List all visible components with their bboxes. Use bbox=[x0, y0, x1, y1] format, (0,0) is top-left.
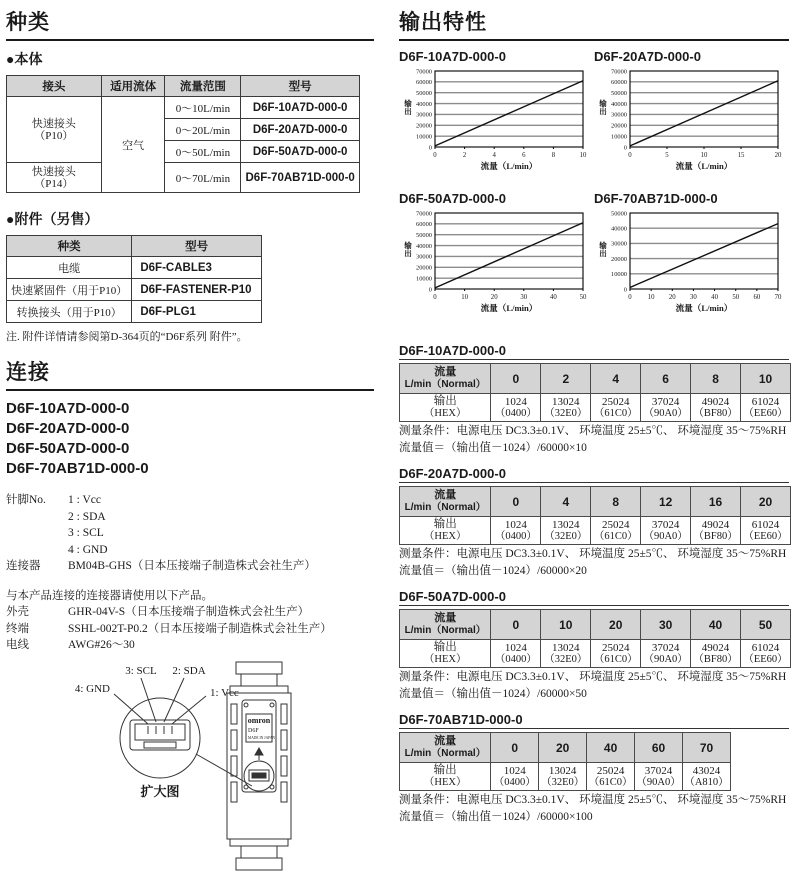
output-table-title: D6F-20A7D-000-0 bbox=[399, 466, 789, 483]
svg-text:20000: 20000 bbox=[611, 122, 627, 130]
col-header-joint: 接头 bbox=[7, 76, 102, 97]
output-value-cell: 49024 （BF80） bbox=[691, 640, 741, 668]
output-table-title: D6F-70AB71D-000-0 bbox=[399, 712, 789, 729]
output-value-cell: 37024 （90A0） bbox=[641, 517, 691, 545]
pin2-label: 2: SDA bbox=[172, 664, 206, 677]
pin-label: 针脚No. bbox=[6, 494, 46, 506]
output-value-cell: 43024 （A810） bbox=[683, 763, 731, 791]
table-row bbox=[7, 257, 262, 279]
y-axis-label: 输出 bbox=[599, 99, 607, 116]
svg-text:40000: 40000 bbox=[416, 100, 432, 108]
pin-value: 4 : GND bbox=[68, 543, 108, 556]
output-header-cell: 输出 （HEX） bbox=[400, 763, 491, 791]
wire-value: AWG#26～30 bbox=[68, 639, 135, 651]
svg-text:10: 10 bbox=[700, 152, 708, 159]
svg-text:50000: 50000 bbox=[611, 210, 627, 218]
svg-text:20: 20 bbox=[668, 294, 676, 301]
svg-text:0: 0 bbox=[428, 286, 432, 294]
accessories-section-title: ●附件（另售） bbox=[6, 211, 99, 227]
chart-block bbox=[594, 191, 789, 327]
svg-text:60: 60 bbox=[753, 294, 761, 301]
x-axis-label: 流量（L/min） bbox=[675, 303, 733, 313]
accessory-model: D6F-PLG1 bbox=[132, 301, 262, 323]
flow-value-cell: 4 bbox=[591, 364, 641, 394]
flow-value-cell: 0 bbox=[491, 733, 539, 763]
output-value-cell: 25024 （61C0） bbox=[591, 517, 641, 545]
model-cell: D6F-50A7D-000-0 bbox=[241, 141, 360, 163]
range-cell: 0～50L/min bbox=[165, 141, 241, 163]
flow-formula: 流量值＝（输出值－1024）/60000×10 bbox=[399, 442, 587, 454]
chart-block bbox=[399, 49, 594, 185]
output-table-section bbox=[399, 712, 789, 825]
flow-value-cell: 50 bbox=[741, 610, 791, 640]
svg-text:2: 2 bbox=[462, 152, 467, 159]
flow-value-cell: 20 bbox=[591, 610, 641, 640]
y-axis-label: 输出 bbox=[404, 241, 412, 258]
svg-text:10: 10 bbox=[461, 294, 468, 301]
svg-text:20000: 20000 bbox=[611, 255, 627, 263]
pin3-label: 3: SCL bbox=[125, 664, 157, 677]
x-axis-label: 流量（L/min） bbox=[480, 161, 538, 171]
range-cell: 0～70L/min bbox=[165, 163, 241, 193]
svg-text:0: 0 bbox=[428, 144, 432, 152]
wire-label: 电线 bbox=[6, 639, 29, 651]
flow-value-cell: 0 bbox=[491, 487, 541, 517]
output-value-cell: 37024 （90A0） bbox=[641, 394, 691, 422]
svg-text:5: 5 bbox=[665, 152, 669, 159]
chart-title: D6F-70AB71D-000-0 bbox=[594, 191, 718, 206]
flow-value-cell: 0 bbox=[491, 610, 541, 640]
output-table bbox=[399, 486, 791, 545]
flow-value-cell: 40 bbox=[587, 733, 635, 763]
output-header-cell: 输出 （HEX） bbox=[400, 394, 491, 422]
pin4-label: 4: GND bbox=[74, 682, 110, 695]
svg-text:15: 15 bbox=[737, 152, 745, 159]
fluid-cell: 空气 bbox=[101, 97, 165, 193]
output-value-cell: 13024 （32E0） bbox=[541, 517, 591, 545]
flow-formula: 流量值＝（输出值－1024）/60000×20 bbox=[399, 565, 587, 577]
accessories-table bbox=[6, 235, 262, 323]
flow-value-cell: 70 bbox=[683, 733, 731, 763]
flow-value-cell: 4 bbox=[541, 487, 591, 517]
flow-header-cell: 流量 L/min（Normal） bbox=[400, 487, 491, 517]
output-table bbox=[399, 732, 731, 791]
output-value-cell: 13024 （32E0） bbox=[539, 763, 587, 791]
connection-model-list bbox=[6, 399, 374, 479]
chart-title: D6F-20A7D-000-0 bbox=[594, 49, 701, 64]
flow-value-cell: 16 bbox=[691, 487, 741, 517]
accessory-kind: 转换接头（用于P10） bbox=[7, 301, 132, 323]
svg-text:50: 50 bbox=[732, 294, 740, 301]
table-row bbox=[400, 763, 731, 791]
brand-logo: omron bbox=[247, 715, 271, 725]
wire-row bbox=[6, 637, 374, 654]
output-value-cell: 61024 （EE60） bbox=[741, 394, 791, 422]
flow-value-cell: 30 bbox=[641, 610, 691, 640]
body-section-title: ●本体 bbox=[6, 51, 43, 67]
output-tables bbox=[399, 343, 789, 825]
joint-p10-cell: 快速接头 （P10） bbox=[7, 97, 102, 163]
right-column bbox=[399, 6, 789, 829]
chart-block bbox=[399, 191, 594, 327]
table-row bbox=[400, 610, 791, 640]
measurement-conditions: 测量条件：电源电压 DC3.3±0.1V、 环境温度 25±5℃、 环境湿度 35～75%RH bbox=[399, 794, 787, 806]
pin-value: 1 : Vcc bbox=[68, 494, 102, 506]
connector-value: BM04B-GHS（日本压接端子制造株式会社生产） bbox=[68, 560, 316, 572]
flow-value-cell: 6 bbox=[641, 364, 691, 394]
model-name: D6F-70AB71D-000-0 bbox=[6, 460, 149, 477]
table-row bbox=[400, 394, 791, 422]
output-value-cell: 37024 （90A0） bbox=[641, 640, 691, 668]
col-header-fluid: 适用流体 bbox=[101, 76, 165, 97]
output-charts bbox=[399, 49, 789, 333]
svg-text:40: 40 bbox=[711, 294, 718, 301]
y-axis-label: 输出 bbox=[599, 241, 607, 258]
output-table bbox=[399, 609, 791, 668]
svg-text:30000: 30000 bbox=[611, 111, 627, 119]
output-value-cell: 25024 （61C0） bbox=[591, 640, 641, 668]
col-header-model: 型号 bbox=[241, 76, 360, 97]
made-in-label: MADE IN JAPAN bbox=[248, 735, 276, 740]
measurement-conditions: 测量条件：电源电压 DC3.3±0.1V、 环境温度 25±5℃、 环境湿度 35～75%RH bbox=[399, 671, 787, 683]
model-name: D6F-20A7D-000-0 bbox=[6, 420, 130, 437]
connection-heading: 连接 bbox=[6, 356, 374, 391]
col-header-range: 流量范围 bbox=[165, 76, 241, 97]
flow-header-cell: 流量 L/min（Normal） bbox=[400, 364, 491, 394]
pin1-label: 1: Vcc bbox=[210, 686, 239, 699]
flow-formula: 流量值＝（输出值－1024）/60000×100 bbox=[399, 811, 593, 823]
flow-value-cell: 20 bbox=[539, 733, 587, 763]
svg-text:0: 0 bbox=[433, 152, 437, 159]
svg-text:0: 0 bbox=[623, 144, 627, 152]
output-table-title: D6F-50A7D-000-0 bbox=[399, 589, 789, 606]
flow-value-cell: 20 bbox=[741, 487, 791, 517]
table-row bbox=[400, 640, 791, 668]
usage-note: 与本产品连接的连接器请使用以下产品。 bbox=[6, 589, 213, 602]
terminal-row bbox=[6, 621, 374, 638]
model-name: D6F-50A7D-000-0 bbox=[6, 440, 130, 457]
svg-text:20: 20 bbox=[774, 152, 782, 159]
output-table-section bbox=[399, 466, 789, 579]
output-value-cell: 25024 （61C0） bbox=[591, 394, 641, 422]
flow-value-cell: 10 bbox=[741, 364, 791, 394]
table-row bbox=[7, 301, 262, 323]
output-table-section bbox=[399, 589, 789, 702]
svg-text:0: 0 bbox=[628, 294, 632, 301]
range-cell: 0～10L/min bbox=[165, 97, 241, 119]
output-value-cell: 1024 （0400） bbox=[491, 517, 541, 545]
x-axis-label: 流量（L/min） bbox=[480, 303, 538, 313]
left-column bbox=[6, 6, 374, 877]
svg-text:50: 50 bbox=[579, 294, 587, 301]
output-value-cell: 61024 （EE60） bbox=[741, 640, 791, 668]
flow-value-cell: 12 bbox=[641, 487, 691, 517]
output-heading: 输出特性 bbox=[399, 6, 789, 41]
svg-text:30000: 30000 bbox=[416, 111, 432, 119]
table-row bbox=[7, 279, 262, 301]
table-row bbox=[7, 236, 262, 257]
terminal-label: 终端 bbox=[6, 622, 29, 635]
output-value-cell: 13024 （32E0） bbox=[541, 394, 591, 422]
svg-text:50000: 50000 bbox=[416, 232, 432, 240]
svg-text:10000: 10000 bbox=[611, 271, 627, 279]
connector-row bbox=[6, 558, 374, 575]
accessory-model: D6F-CABLE3 bbox=[132, 257, 262, 279]
svg-text:50000: 50000 bbox=[611, 90, 627, 98]
svg-text:0: 0 bbox=[628, 152, 632, 159]
output-header-cell: 输出 （HEX） bbox=[400, 517, 491, 545]
svg-text:10000: 10000 bbox=[416, 133, 432, 141]
connector-label: 连接器 bbox=[6, 560, 41, 572]
svg-text:10000: 10000 bbox=[416, 275, 432, 283]
table-row bbox=[7, 97, 360, 119]
svg-text:6: 6 bbox=[522, 152, 526, 159]
svg-text:40000: 40000 bbox=[611, 100, 627, 108]
measurement-conditions: 测量条件：电源电压 DC3.3±0.1V、 环境温度 25±5℃、 环境湿度 35～75%RH bbox=[399, 425, 787, 437]
flow-value-cell: 0 bbox=[491, 364, 541, 394]
pinout-device-drawing bbox=[34, 658, 364, 872]
table-row bbox=[400, 517, 791, 545]
table-row bbox=[400, 733, 731, 763]
output-chart bbox=[594, 208, 786, 322]
svg-text:40000: 40000 bbox=[611, 225, 627, 233]
magnified-view-label: 扩大图 bbox=[140, 783, 180, 799]
svg-text:0: 0 bbox=[433, 294, 437, 301]
chart-title: D6F-50A7D-000-0 bbox=[399, 191, 506, 206]
svg-text:20000: 20000 bbox=[416, 122, 432, 130]
accessories-note: 注. 附件详情请参阅第D-364页的“D6F系列 附件”。 bbox=[6, 331, 248, 343]
device-model-label: D6F bbox=[248, 727, 259, 734]
svg-text:60000: 60000 bbox=[416, 79, 432, 87]
terminal-value: SSHL-002T-P0.2（日本压接端子制造株式会社生产） bbox=[68, 622, 332, 635]
flow-value-cell: 60 bbox=[635, 733, 683, 763]
svg-text:8: 8 bbox=[551, 152, 556, 159]
range-cell: 0～20L/min bbox=[165, 119, 241, 141]
output-value-cell: 49024 （BF80） bbox=[691, 517, 741, 545]
output-value-cell: 1024 （0400） bbox=[491, 640, 541, 668]
flow-header-cell: 流量 L/min（Normal） bbox=[400, 610, 491, 640]
table-row bbox=[7, 76, 360, 97]
flow-formula: 流量值＝（输出值－1024）/60000×50 bbox=[399, 688, 587, 700]
svg-text:20000: 20000 bbox=[416, 264, 432, 272]
table-row bbox=[400, 487, 791, 517]
svg-text:10: 10 bbox=[579, 152, 587, 159]
output-chart bbox=[399, 208, 591, 322]
output-value-cell: 37024 （90A0） bbox=[635, 763, 683, 791]
output-table-section bbox=[399, 343, 789, 456]
flow-value-cell: 10 bbox=[541, 610, 591, 640]
output-table bbox=[399, 363, 791, 422]
housing-label: 外壳 bbox=[6, 606, 29, 618]
housing-row bbox=[6, 604, 374, 621]
output-value-cell: 61024 （EE60） bbox=[741, 517, 791, 545]
svg-text:60000: 60000 bbox=[416, 221, 432, 229]
accessory-kind: 快速紧固件（用于P10） bbox=[7, 279, 132, 301]
connection-diagram bbox=[34, 658, 374, 877]
output-header-cell: 输出 （HEX） bbox=[400, 640, 491, 668]
col-header-model: 型号 bbox=[132, 236, 262, 257]
svg-text:0: 0 bbox=[623, 286, 627, 294]
svg-text:40000: 40000 bbox=[416, 242, 432, 250]
output-value-cell: 1024 （0400） bbox=[491, 394, 541, 422]
svg-text:30: 30 bbox=[520, 294, 528, 301]
model-cell: D6F-10A7D-000-0 bbox=[241, 97, 360, 119]
accessory-kind: 电缆 bbox=[7, 257, 132, 279]
accessory-model: D6F-FASTENER-P10 bbox=[132, 279, 262, 301]
output-value-cell: 49024 （BF80） bbox=[691, 394, 741, 422]
model-name: D6F-10A7D-000-0 bbox=[6, 400, 130, 417]
output-value-cell: 13024 （32E0） bbox=[541, 640, 591, 668]
pin-row bbox=[6, 525, 374, 542]
svg-text:30000: 30000 bbox=[416, 253, 432, 261]
output-table-title: D6F-10A7D-000-0 bbox=[399, 343, 789, 360]
measurement-conditions: 测量条件：电源电压 DC3.3±0.1V、 环境温度 25±5℃、 环境湿度 35～75%RH bbox=[399, 548, 787, 560]
chart-title: D6F-10A7D-000-0 bbox=[399, 49, 506, 64]
svg-text:70000: 70000 bbox=[611, 68, 627, 76]
pin-row bbox=[6, 509, 374, 526]
output-value-cell: 1024 （0400） bbox=[491, 763, 539, 791]
svg-text:70000: 70000 bbox=[416, 210, 432, 218]
flow-value-cell: 40 bbox=[691, 610, 741, 640]
flow-value-cell: 8 bbox=[591, 487, 641, 517]
flow-value-cell: 2 bbox=[541, 364, 591, 394]
y-axis-label: 输出 bbox=[404, 99, 412, 116]
svg-text:20: 20 bbox=[490, 294, 498, 301]
flow-header-cell: 流量 L/min（Normal） bbox=[400, 733, 491, 763]
svg-text:60000: 60000 bbox=[611, 79, 627, 87]
kinds-heading: 种类 bbox=[6, 6, 374, 41]
svg-text:70: 70 bbox=[774, 294, 782, 301]
svg-text:40: 40 bbox=[550, 294, 557, 301]
pin-value: 3 : SCL bbox=[68, 527, 104, 539]
model-cell: D6F-20A7D-000-0 bbox=[241, 119, 360, 141]
model-cell: D6F-70AB71D-000-0 bbox=[241, 163, 360, 193]
flow-value-cell: 8 bbox=[691, 364, 741, 394]
svg-text:30000: 30000 bbox=[611, 240, 627, 248]
svg-text:10000: 10000 bbox=[611, 133, 627, 141]
table-row bbox=[400, 364, 791, 394]
output-chart bbox=[594, 66, 786, 180]
body-table bbox=[6, 75, 360, 193]
pin-value: 2 : SDA bbox=[68, 510, 106, 523]
svg-text:70000: 70000 bbox=[416, 68, 432, 76]
output-chart bbox=[399, 66, 591, 180]
housing-value: GHR-04V-S（日本压接端子制造株式会社生产） bbox=[68, 606, 310, 618]
joint-p14-cell: 快速接头 （P14） bbox=[7, 163, 102, 193]
x-axis-label: 流量（L/min） bbox=[675, 161, 733, 171]
svg-text:10: 10 bbox=[647, 294, 655, 301]
chart-block bbox=[594, 49, 789, 185]
table-row bbox=[7, 163, 360, 193]
pin-row bbox=[6, 542, 374, 559]
svg-text:30: 30 bbox=[690, 294, 697, 301]
col-header-kind: 种类 bbox=[7, 236, 132, 257]
pin-row bbox=[6, 492, 374, 509]
svg-text:50000: 50000 bbox=[416, 90, 432, 98]
svg-text:4: 4 bbox=[492, 152, 496, 159]
output-value-cell: 25024 （61C0） bbox=[587, 763, 635, 791]
